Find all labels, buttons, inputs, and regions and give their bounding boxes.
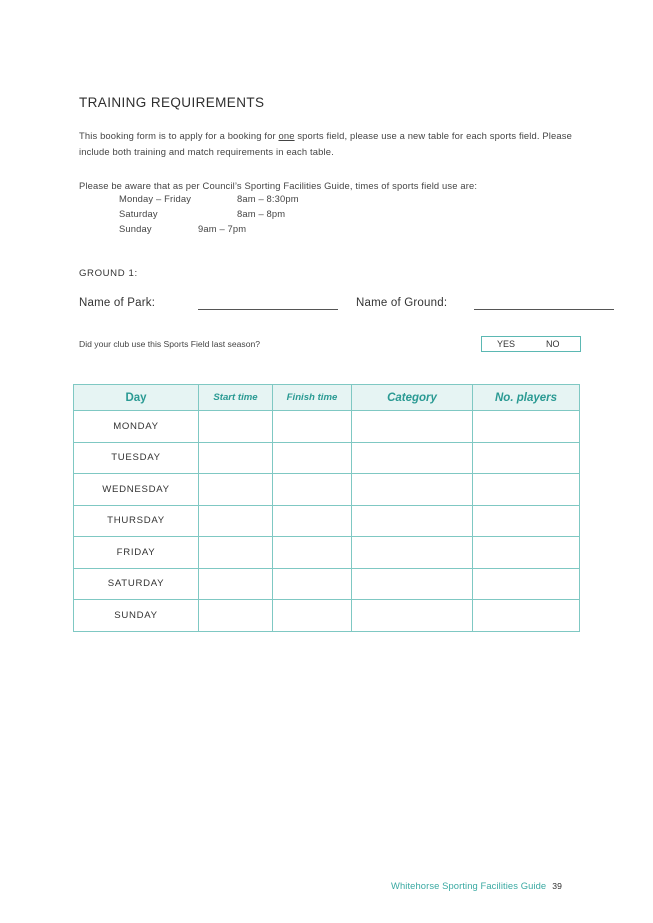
intro-paragraph [79, 128, 599, 160]
players-cell[interactable] [473, 411, 580, 443]
page-footer [391, 880, 562, 891]
category-cell[interactable] [352, 568, 473, 600]
finish-time-cell[interactable] [273, 505, 352, 537]
players-cell[interactable] [473, 505, 580, 537]
table-row [74, 568, 580, 600]
category-cell[interactable] [352, 411, 473, 443]
players-cell[interactable] [473, 568, 580, 600]
day-cell: TUESDAY [74, 442, 199, 474]
hours-note: Please be aware that as per Council’s Sporting Facilities Guide, times of sports field use are: [79, 180, 478, 191]
intro-text-before: This booking form is to apply for a booking for [79, 130, 279, 141]
day-cell: SUNDAY [74, 600, 199, 632]
park-name-label: Name of Park: [79, 297, 156, 309]
category-cell[interactable] [352, 537, 473, 569]
finish-time-cell[interactable] [273, 537, 352, 569]
finish-time-cell[interactable] [273, 474, 352, 506]
hours-days-weekday: Monday – Friday [119, 193, 192, 204]
start-time-cell[interactable] [199, 474, 273, 506]
header-no-players: No. players [473, 385, 580, 411]
last-season-question: Did your club use this Sports Field last season? [79, 339, 261, 349]
day-cell: THURSDAY [74, 505, 199, 537]
hours-time-saturday: 8am – 8pm [237, 208, 286, 219]
table-header-row [74, 385, 580, 411]
table-row [74, 411, 580, 443]
category-cell[interactable] [352, 600, 473, 632]
category-cell[interactable] [352, 474, 473, 506]
start-time-cell[interactable] [199, 411, 273, 443]
hours-time-sunday: 9am – 7pm [198, 223, 247, 234]
start-time-cell[interactable] [199, 568, 273, 600]
footer-title: Whitehorse Sporting Facilities Guide [391, 880, 547, 891]
header-start-time: Start time [199, 385, 273, 411]
ground-label: GROUND 1: [79, 268, 138, 279]
table-row [74, 600, 580, 632]
header-category: Category [352, 385, 473, 411]
start-time-cell[interactable] [199, 442, 273, 474]
header-day: Day [74, 385, 199, 411]
finish-time-cell[interactable] [273, 600, 352, 632]
ground-name-label: Name of Ground: [356, 297, 448, 309]
intro-text-after: sports field, please use a new table for each sports field. Please include both training and match requirements in each table. [79, 130, 572, 157]
hours-days-sunday: Sunday [119, 223, 152, 234]
players-cell[interactable] [473, 600, 580, 632]
finish-time-cell[interactable] [273, 411, 352, 443]
park-name-field[interactable] [198, 309, 338, 310]
table-row [74, 442, 580, 474]
day-cell: SATURDAY [74, 568, 199, 600]
finish-time-cell[interactable] [273, 442, 352, 474]
table-row [74, 474, 580, 506]
day-cell: WEDNESDAY [74, 474, 199, 506]
start-time-cell[interactable] [199, 600, 273, 632]
header-finish-time: Finish time [273, 385, 352, 411]
ground-name-field[interactable] [474, 309, 614, 310]
finish-time-cell[interactable] [273, 568, 352, 600]
page-number: 39 [552, 881, 562, 891]
category-cell[interactable] [352, 442, 473, 474]
day-cell: MONDAY [74, 411, 199, 443]
category-cell[interactable] [352, 505, 473, 537]
hours-days-saturday: Saturday [119, 208, 158, 219]
hours-time-weekday: 8am – 8:30pm [237, 193, 299, 204]
start-time-cell[interactable] [199, 537, 273, 569]
intro-text-underlined: one [278, 130, 295, 141]
no-option[interactable]: NO [546, 339, 560, 349]
players-cell[interactable] [473, 442, 580, 474]
yes-option[interactable]: YES [497, 339, 516, 349]
table-row [74, 505, 580, 537]
page-title: TRAINING REQUIREMENTS [79, 95, 265, 110]
players-cell[interactable] [473, 474, 580, 506]
players-cell[interactable] [473, 537, 580, 569]
yes-no-box [481, 336, 581, 352]
table-row [74, 537, 580, 569]
start-time-cell[interactable] [199, 505, 273, 537]
day-cell: FRIDAY [74, 537, 199, 569]
schedule-table [73, 384, 580, 632]
